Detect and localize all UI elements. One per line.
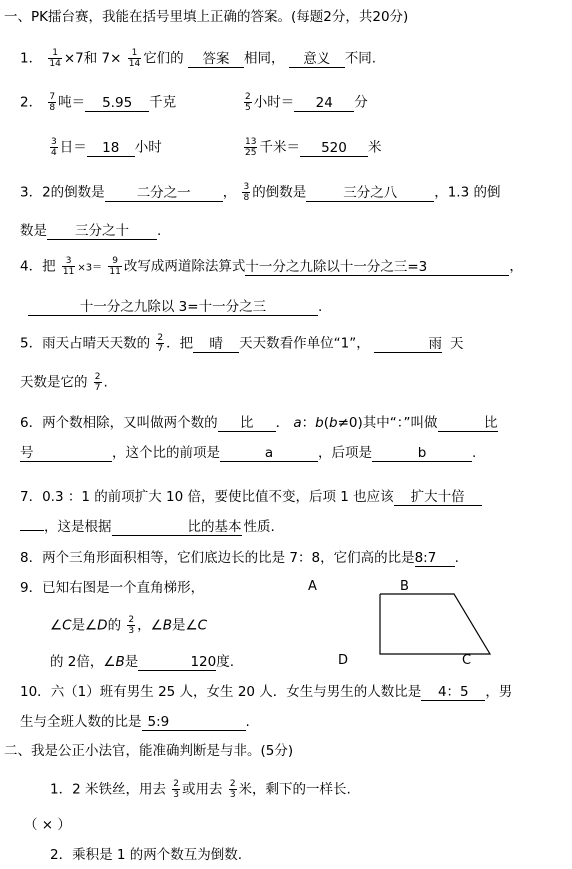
s2-q2-text-1: 乘积是 1 的两个数互为倒数. [72,847,243,863]
q7-number: 7． [20,489,43,505]
q9-fraction: $\frac{2}{3}$ [128,615,135,636]
q10-line-1 [20,683,512,701]
q9-var-b2: B [115,654,125,670]
q3-line-2 [20,222,161,240]
q2c-text-2: 小时 [134,139,162,156]
q7-line-1 [20,488,482,506]
q4-line-2 [28,298,322,316]
q4-text-1: 把 [42,258,56,275]
q4-text-5: . [318,299,323,315]
q7-answer-1-cont [20,530,44,531]
section1-title: 一、PK擂台赛，我能在括号里填上正确的答案。(每题2分，共20分) [4,9,409,25]
s2-q1-number: 1． [50,781,73,798]
q10-number: 10． [20,684,51,700]
q8-text-1: 两个三角形面积相等，它们底边长的比是 7：8，它们高的比是 [42,550,415,566]
q3-text-3: 的倒数是 [252,184,307,201]
q2c-fraction: $\frac{3}{4}$ [51,137,57,158]
q3-fraction: $\frac{3}{8}$ [243,182,250,203]
q1-text-1: ×7和 7× [63,50,122,67]
q9-text-2a: ∠ [50,617,63,634]
q3-text-4: ，1.3 的倒 [434,184,501,201]
q2b-text-1: 小时＝ [253,94,295,111]
q6-number: 6． [20,415,43,431]
q2-b [242,92,368,113]
q7-text-1: 0.3 ：1 的前项扩大 10 倍，要使比值不变，后项 1 也应该 [42,489,394,505]
trapezoid-diagram [370,588,500,658]
q4-number: 4． [20,258,43,275]
q10-text-1: 六（1）班有男生 25 人，女生 20 人．女生与男生的人数比是 [50,684,422,700]
q9-line-3 [50,653,234,671]
q4-text-4: ， [509,258,523,275]
q1-text-4: 不同. [344,50,377,67]
s2-q2 [50,846,242,864]
q6-text-2: ． [275,415,290,431]
q6-text-5: ≠0)其中“：”叫做 [337,415,438,431]
q6-text-8: . [472,445,477,461]
q9-var-c2: C [197,617,208,634]
label-a: A [308,579,317,594]
q2c-answer: 18 [87,141,135,157]
q9-text-2b: 是∠ [71,617,98,634]
q1-text-3: 相同， [243,50,285,67]
q9-number: 9． [20,580,43,596]
s2-q2-number: 2． [50,847,73,863]
q10-line-2 [20,713,250,731]
label-d: D [338,653,349,668]
s2-q1-text-3: 米，剩下的一样长. [238,781,351,798]
q6-answer-2b: 号 [20,446,112,462]
q6-line-1 [20,414,498,432]
q8-text-2: . [454,550,459,566]
s2-q1 [50,779,351,800]
q9-var-b: B [162,617,172,634]
label-c: C [462,653,472,668]
q1-answer-1: 答案 [188,52,244,68]
q4-fraction-2: $\frac{9}{11}$ [109,256,121,277]
q5-number: 5． [20,335,43,352]
q9-var-d: D [97,617,108,634]
q3-text-1: 2的倒数是 [42,184,105,201]
s2-q1-text-1: 2 米铁丝，用去 [72,781,166,798]
q2-c [48,137,162,158]
q6-var-b2: b [329,415,338,431]
q7-answer-2: 比的基本 [112,520,242,536]
q3-text-6: . [157,223,162,239]
q3-number: 3． [20,184,43,201]
q7-answer-1: 扩大十倍 [394,490,482,506]
q10-text-2: ，男 [485,684,513,700]
q9-answer: 120 [138,655,216,671]
q1-fraction-1: $\frac{1}{14}$ [49,48,61,69]
q4-text-2: ×3＝ [77,262,103,274]
q6-answer-1: 比 [218,416,276,432]
q4-fraction-1: $\frac{3}{11}$ [62,256,75,277]
q5-text-1: 雨天占晴天天数的 [42,335,151,352]
q7-text-3: 性质. [243,519,275,535]
q8 [20,549,459,567]
q6-answer-4: b [372,446,472,462]
s2-q1-text-2: 或用去 [182,781,223,798]
s2-q1-fraction-1: $\frac{2}{3}$ [173,779,180,800]
q2d-answer: 520 [300,141,368,157]
q5-text-3: 天天数看作单位“1”， [239,335,370,352]
q6-line-2 [20,444,476,462]
q5-line-1 [20,333,464,354]
q9-text-5: 的 2倍，∠ [50,654,116,670]
q6-text-1: 两个数相除，又叫做两个数的 [42,415,218,431]
q5-text-2: ．把 [166,335,194,352]
q2a-fraction: $\frac{7}{8}$ [49,92,56,113]
q5-answer-1: 晴 [193,337,239,353]
q4-text-3: 改写成两道除法算式 [123,258,246,275]
q9-text-1: 已知右图是一个直角梯形， [42,580,205,596]
q6-text-4: ( [323,415,330,431]
q4-answer-2: 十一分之九除以 3=十一分之三 [28,300,318,316]
q3-text-2: ， [222,184,237,201]
q9-text-6: 是 [124,654,139,670]
q9-text-7: 度. [216,654,235,670]
q3-answer-1: 二分之一 [105,186,223,202]
q2d-text-1: 千米＝ [259,139,300,156]
q6-var-b: b [315,415,324,431]
q2d-text-2: 米 [367,139,382,156]
q3-answer-3: 三分之十 [47,224,157,240]
q9-line-2 [50,615,207,636]
label-b: B [400,579,409,594]
q5-line-2 [20,372,108,393]
q6-text-7: ，后项是 [318,445,372,461]
q5-fraction: $\frac{2}{7}$ [157,333,164,354]
q9-text-4: 是∠ [171,617,198,634]
q5-answer-2: 雨 [374,337,442,353]
q8-number: 8． [20,550,43,566]
trapezoid-shape [380,594,490,654]
q9-line-1 [20,579,204,597]
q2a-text-1: 吨＝ [58,94,86,111]
q3-answer-2: 三分之八 [306,186,434,202]
s2-q1-answer: （ × ） [24,817,71,833]
q2a-text-2: 千克 [149,94,177,111]
q2-number: 2． [20,94,43,111]
q2a-answer: 5.95 [85,96,149,112]
q2d-fraction: $\frac{13}{25}$ [245,137,257,158]
q2-row-1 [20,92,176,113]
q7-line-2 [20,518,275,536]
section2-title: 二、我是公正小法官，能准确判断是与非。(5分) [4,743,294,759]
q7-text-2: ，这是根据 [44,519,112,535]
q4-answer-1: 十一分之九除以十一分之三=3 [245,260,509,276]
q1-answer-2: 意义 [289,52,345,68]
s2-q1-fraction-2: $\frac{2}{3}$ [229,779,236,800]
q1 [20,48,376,69]
q5-fraction-2: $\frac{2}{7}$ [94,372,101,393]
q6-answer-3: a [220,446,318,462]
q10-text-3: 生与全班人数的比是 [20,714,142,730]
q1-number: 1． [20,50,43,67]
q9-var-c: C [62,617,72,634]
q3-text-5: 数是 [20,223,47,239]
q10-text-4: . [245,714,250,730]
q1-text-2: 它们的 [143,50,184,67]
q2b-answer: 24 [294,96,354,112]
q10-answer-2: 5:9 [142,715,246,731]
q3-line-1 [20,182,500,203]
q6-text-3: ： [301,415,316,431]
q2c-text-1: 日＝ [59,139,87,156]
q6-var-a: a [293,415,302,431]
q10-answer-1: 4：5 [421,685,485,701]
q5-text-4: 天 [450,335,464,352]
q1-fraction-2: $\frac{1}{14}$ [128,48,141,69]
q9-text-2c: 的 [107,617,122,634]
q8-answer: 8:7 [415,551,455,567]
q6-answer-2: 比 [438,416,498,432]
q6-text-6: ，这个比的前项是 [112,445,220,461]
q2b-text-2: 分 [354,94,368,111]
q5-text-5: 天数是它的 [20,374,88,391]
q5-text-6: . [103,374,108,391]
q4-line-1 [20,256,523,278]
q9-text-3: ，∠ [137,617,163,634]
q2b-fraction: $\frac{2}{5}$ [245,92,251,113]
q2-d [242,137,381,158]
